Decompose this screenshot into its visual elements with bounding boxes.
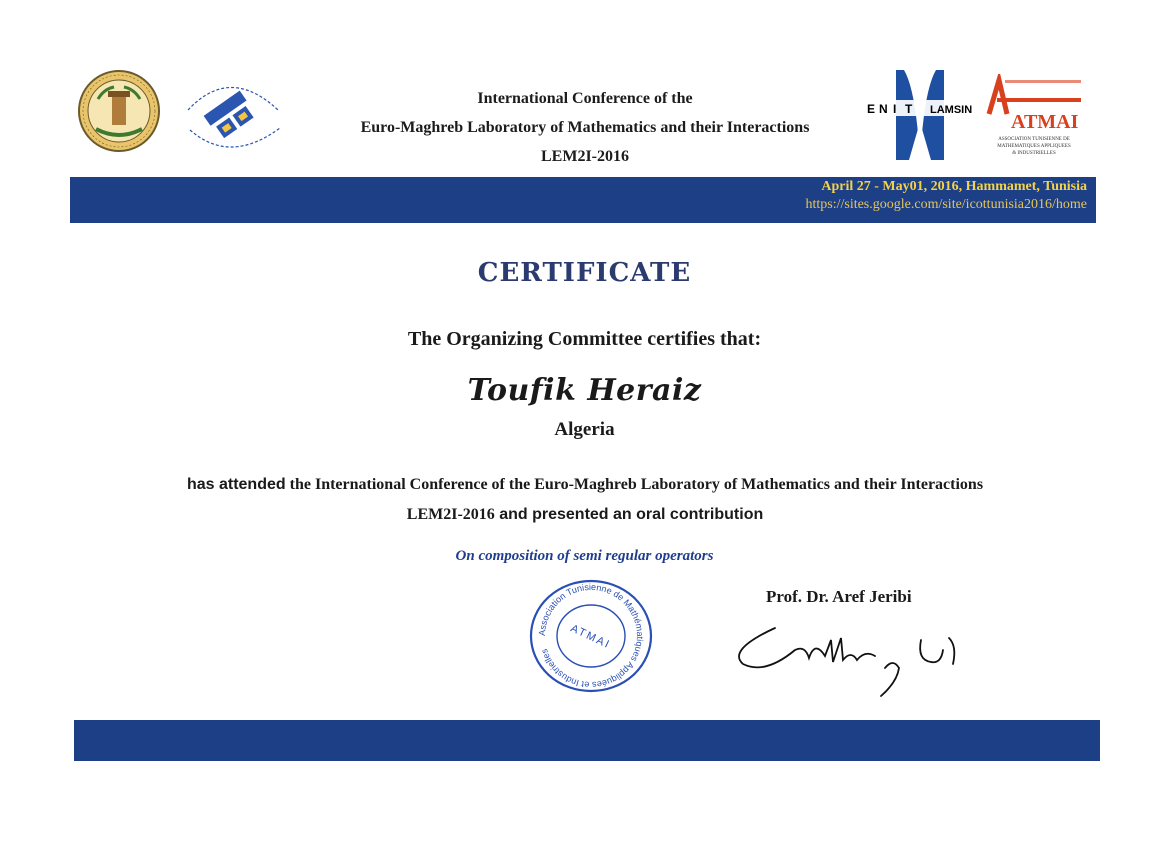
stamp-center-text: ATMAI bbox=[568, 622, 613, 652]
recipient-country: Algeria bbox=[554, 419, 615, 440]
attended-text: the International Conference of the Euro-Maghreb Laboratory of Mathematics and their Interactions bbox=[285, 476, 984, 493]
event-dates: April 27 - May01, 2016, Hammamet, Tunisia bbox=[821, 179, 1087, 194]
atmai-wordmark: ATMAI bbox=[1011, 111, 1079, 133]
atmai-caption-1: ASSOCIATION TUNISIENNE DE bbox=[998, 137, 1070, 142]
atmai-caption-2: MATHEMATIQUES APPLIQUEES bbox=[997, 144, 1071, 149]
enit-letter-t: T bbox=[905, 102, 913, 116]
faculty-sciences-logo bbox=[74, 69, 164, 154]
header-line-3: LEM2I-2016 bbox=[541, 148, 629, 165]
lamsin-label: LAMSIN bbox=[930, 104, 973, 116]
attendance-statement bbox=[60, 470, 1110, 530]
paper-title: On composition of semi regular operators bbox=[455, 548, 714, 564]
attended-prefix: has attended bbox=[186, 476, 286, 493]
enit-letter-n: N bbox=[879, 102, 888, 116]
conference-code: LEM2I-2016 bbox=[406, 506, 495, 523]
enit-letter-i: I bbox=[893, 102, 897, 116]
event-url: https://sites.google.com/site/icottunisia2016/home bbox=[805, 197, 1087, 212]
enit-letter-e: E bbox=[867, 102, 876, 116]
contribution-text: and presented an oral contribution bbox=[494, 506, 764, 523]
header-line-2: Euro-Maghreb Laboratory of Mathematics and their Interactions bbox=[360, 119, 810, 136]
enit-lamsin-logo bbox=[862, 70, 982, 160]
header-line-1: International Conference of the bbox=[477, 90, 693, 107]
atmai-logo bbox=[985, 74, 1083, 160]
atmai-caption-3: & INDUSTRIELLES bbox=[1012, 151, 1056, 156]
event-info bbox=[805, 178, 1087, 214]
bottom-banner bbox=[74, 720, 1100, 761]
recipient-name: Toufik Heraiz bbox=[467, 373, 702, 408]
certifies-line: The Organizing Committee certifies that: bbox=[407, 328, 762, 350]
signature-image bbox=[735, 620, 975, 705]
stamp-ring-text: Association Tunisienne de Mathématiques Appliquées et Industrielles bbox=[536, 581, 646, 691]
atmai-stamp bbox=[527, 578, 655, 694]
certificate-title: CERTIFICATE bbox=[477, 258, 692, 288]
signatory-name: Prof. Dr. Aref Jeribi bbox=[766, 587, 912, 606]
enit-school-logo bbox=[170, 70, 290, 160]
